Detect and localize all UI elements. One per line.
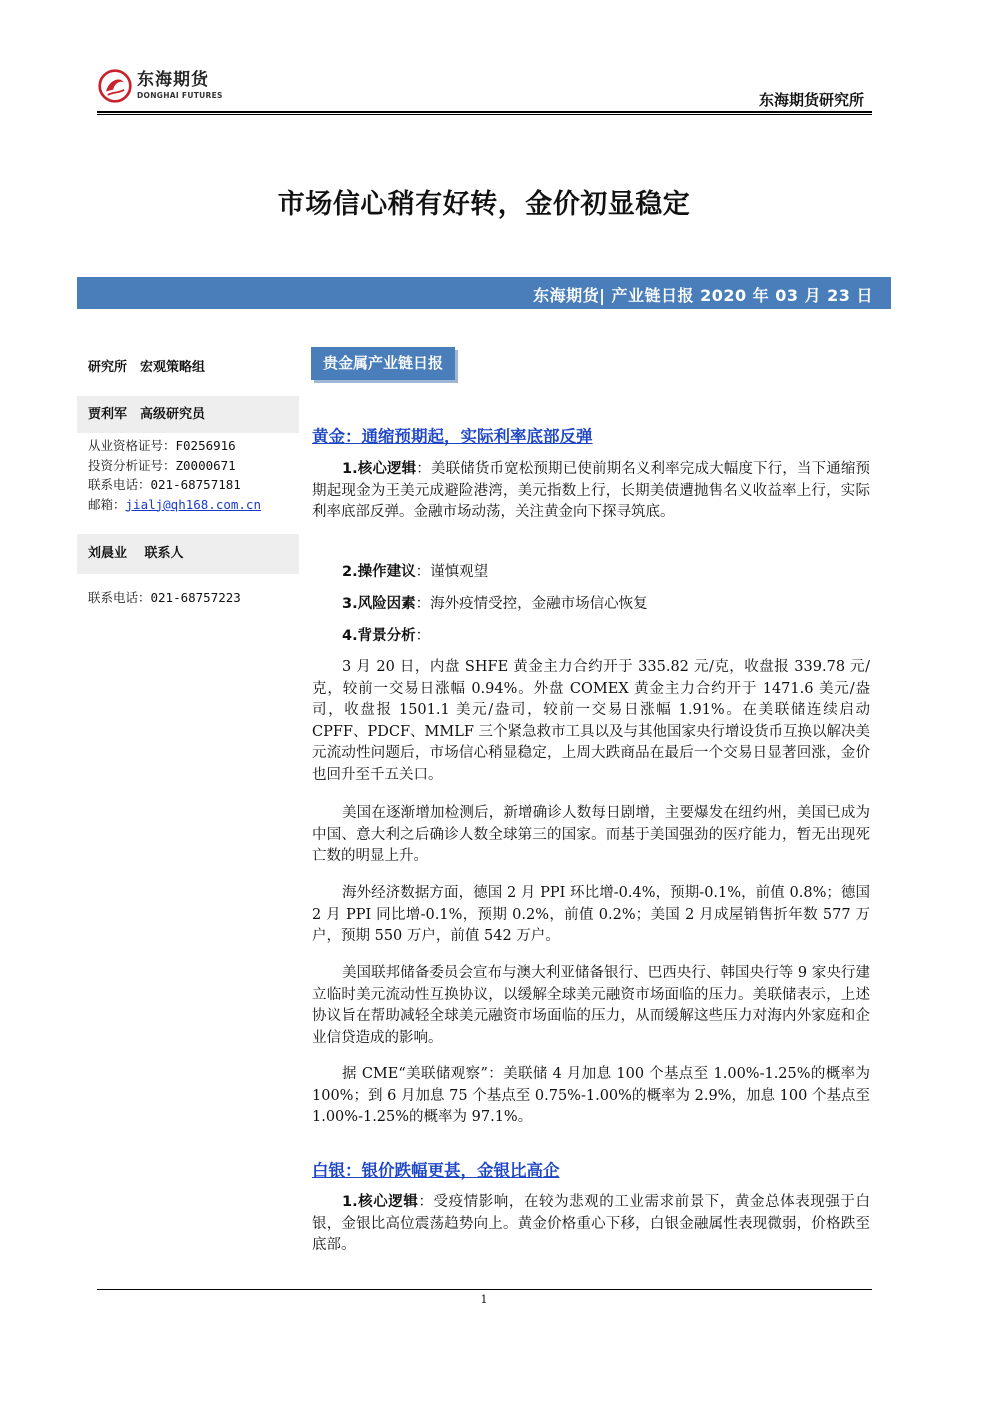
gold-risk [342, 593, 648, 615]
logo-english-name: DONGHAI FUTURES [137, 91, 223, 101]
gold-risk-text: ：海外疫情受控，金融市场信心恢复 [415, 596, 648, 612]
analyst1-email-row [77, 495, 299, 515]
gold-op-advice [342, 561, 488, 583]
gold-paragraph-3: 海外经济数据方面，德国 2 月 PPI 环比增-0.4%，预期-0.1%，前值 0.8%；德国 2 月 PPI 同比增-0.1%，预期 0.2%，前值 0.2%；美国 2 月成屋销售折年数 577 万户，预期 550 万户，前值 542 万户。 [312, 885, 870, 944]
analyst1-name: 贾利军 高级研究员 [88, 407, 206, 422]
gold-paragraph-4: 美国联邦储备委员会宣布与澳大利亚储备银行、巴西央行、韩国央行等 9 家央行建立临时美元流动性互换协议，以缓解全球美元融资市场面临的压力。美联储表示，上述协议旨在帮助减轻全球美元融资市场面临的压力，从而缓解这些压力对海内外家庭和企业信贷造成的影响。 [312, 965, 870, 1046]
gold-bg-colon: ： [415, 628, 431, 644]
page-number: 1 [480, 1293, 488, 1306]
silver-heading[interactable]: 白银：银价跌幅更甚，金银比高企 [312, 1161, 560, 1180]
logo-emblem-icon [97, 68, 133, 104]
gold-paragraph-1: 3 月 20 日，内盘 SHFE 黄金主力合约开于 335.82 元/克，收盘报 339.78 元/克，较前一交易日涨幅 0.94%。外盘 COMEX 黄金主力合约开于 1471.6 美元/盎司，收盘报 1501.1 美元/盎司，较前一交易日涨幅 1.91%。在美联储连续启动 CPFF、PDCF、MMLF 三个紧急救市工具以及与其他国家央行增设货币互换以解决美元流动性问题后，市场信心稍显稳定，上周大跌商品在最后一个交易日显著回涨，金价也回升至千五关口。 [312, 659, 870, 783]
email-label: 邮箱： [88, 496, 126, 512]
analyst2-phone: 联系电话：021-68757223 [88, 590, 241, 605]
footer-rule [97, 1289, 872, 1290]
header-rule [97, 111, 872, 113]
analyst1-info [77, 436, 299, 514]
analyst1-cert: 从业资格证号：F0256916 [88, 438, 236, 453]
report-banner [77, 277, 891, 309]
analyst1-header [77, 396, 299, 433]
dept-label: 研究所 宏观策略组 [88, 360, 206, 375]
gold-risk-label: 3.风险因素 [342, 596, 416, 612]
gold-core-label: 1.核心逻辑 [342, 461, 417, 477]
gold-paragraph-2: 美国在逐渐增加检测后，新增确诊人数每日剧增，主要爆发在纽约州，美国已成为中国、意大利之后确诊人数全球第三的国家。而基于美国强劲的医疗能力，暂无出现死亡数的明显上升。 [312, 805, 870, 864]
sidebar-dept [77, 355, 299, 381]
gold-paragraph-5: 据 CME“美联储观察”：美联储 4 月加息 100 个基点至 1.00%-1.25%的概率为 100%；到 6 月加息 75 个基点至 0.75%-1.00%的概率为 2.9%，加息 100 个基点至 1.00%-1.25%的概率为 97.1%。 [312, 1066, 870, 1125]
gold-core-logic [312, 459, 870, 524]
gold-background [342, 625, 430, 647]
header-institute-name: 东海期货研究所 [758, 91, 864, 109]
banner-text: 东海期货| 产业链日报 2020 年 03 月 23 日 [533, 286, 873, 305]
gold-op-text: ：谨慎观望 [415, 564, 489, 580]
analyst1-phone: 联系电话：021-68757181 [88, 477, 241, 492]
gold-heading[interactable]: 黄金：通缩预期起，实际利率底部反弹 [312, 427, 593, 446]
silver-core-text: ：受疫情影响，在较为悲观的工业需求前景下，黄金总体表现强于白银，金银比高位震荡趋势向上。黄金价格重心下移，白银金融属性表现微弱，价格跌至底部。 [312, 1194, 870, 1253]
silver-core-logic [312, 1192, 870, 1257]
analyst2-header [77, 534, 299, 574]
report-title: 市场信心稍有好转，金价初显稳定 [277, 189, 691, 220]
analyst1-invest-cert: 投资分析证号：Z0000671 [88, 457, 236, 473]
logo-chinese-name: 东海期货 [137, 70, 209, 91]
gold-core-text: ：美联储货币宽松预期已使前期名义利率完成大幅度下行，当下通缩预期起现金为王美元成避险港湾，美元指数上行，长期美债遭抛售名义收益率上行，实际利率底部反弹。金融市场动荡，关注黄金向下探寻筑底。 [312, 461, 870, 520]
header-rule-thin [97, 114, 872, 115]
company-logo [97, 66, 237, 106]
silver-core-label: 1.核心逻辑 [342, 1194, 419, 1210]
gold-bg-label: 4.背景分析 [342, 628, 416, 644]
gold-op-label: 2.操作建议 [342, 564, 416, 580]
analyst2-info [77, 588, 299, 608]
section-tag: 贵金属产业链日报 [311, 347, 455, 380]
analyst2-name: 刘晨业 联系人 [88, 546, 184, 561]
analyst1-email-link[interactable]: jialj@qh168.com.cn [125, 496, 261, 512]
